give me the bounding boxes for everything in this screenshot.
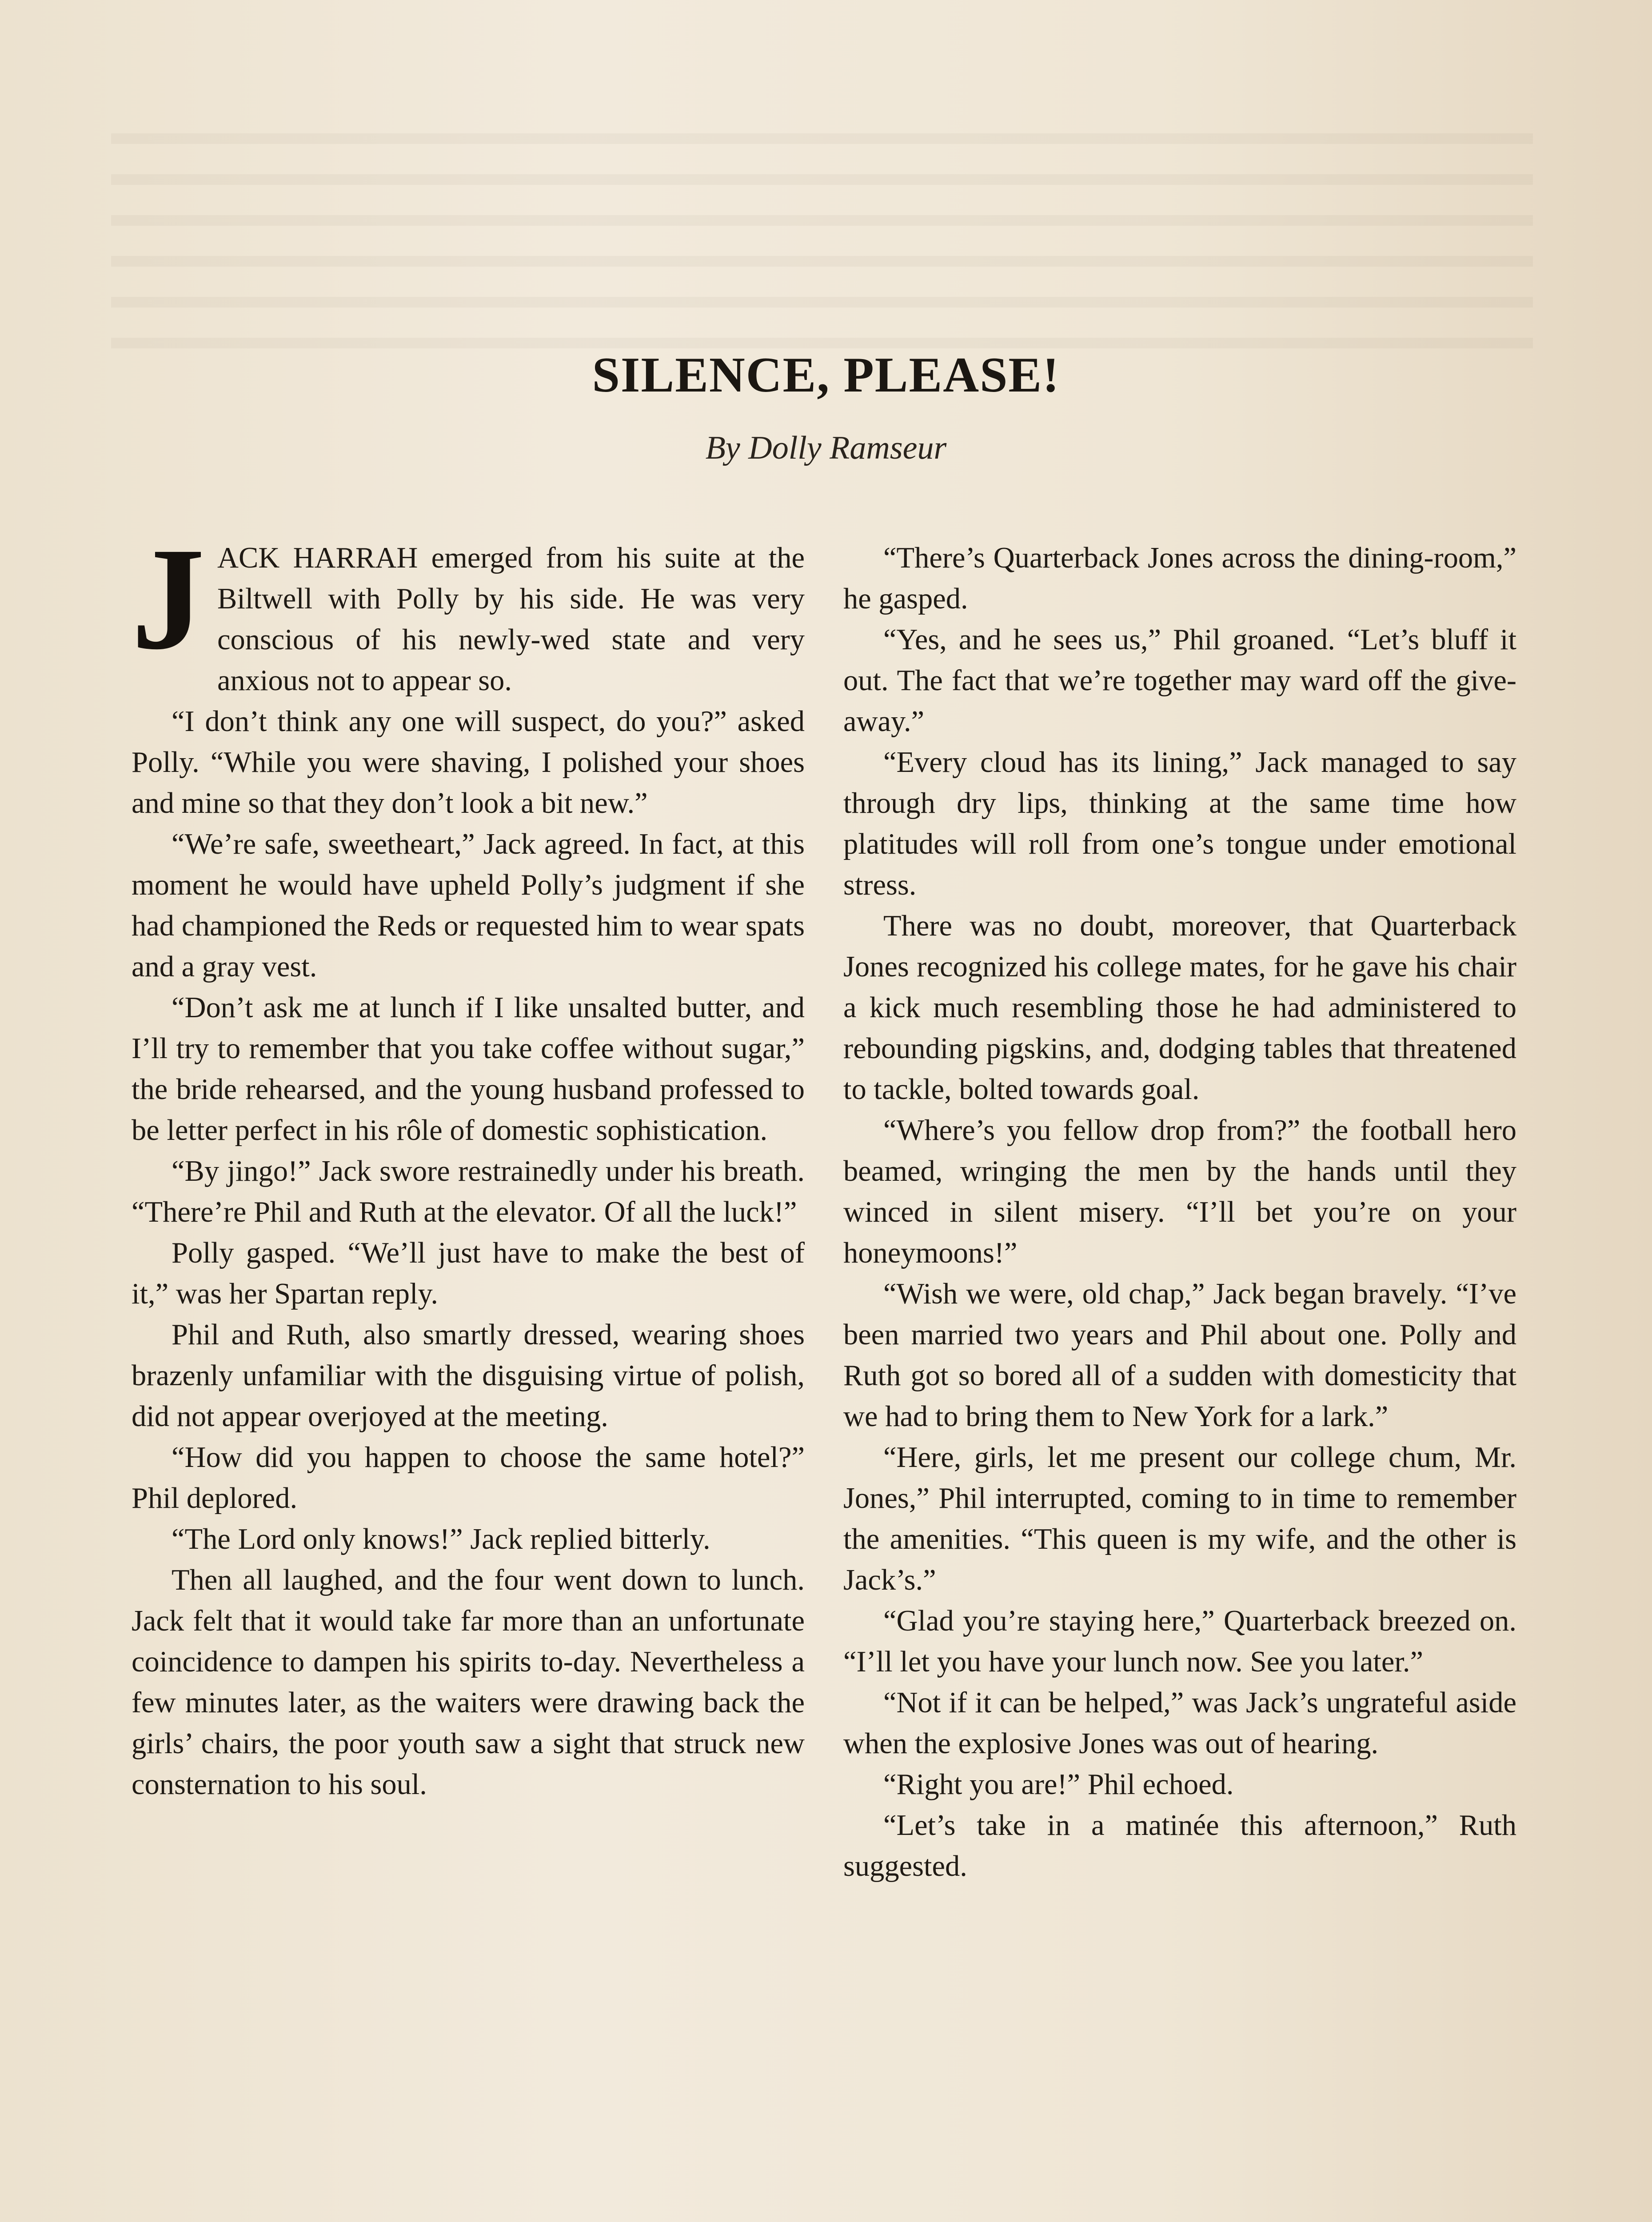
paragraph: “Don’t ask me at lunch if I like unsalted butter, and I’ll try to remember that you take coffee without sugar,” the bride rehearsed, and the young husband professed to be letter perfect in his rôle of domestic sophistication. <box>132 991 805 1147</box>
paragraph: Polly gasped. “We’ll just have to make the best of it,” was her Spartan reply. <box>132 1237 805 1310</box>
paragraph: “Wish we were, old chap,” Jack began bravely. “I’ve been married two years and Phil about one. Polly and Ruth got so bored all of a sudden with domesticity that we had to bring them to New York for a lark.” <box>843 1278 1516 1433</box>
paragraph: Phil and Ruth, also smartly dressed, wearing shoes brazenly unfamiliar with the disguising virtue of polish, did not appear overjoyed at the meeting. <box>132 1319 805 1433</box>
paragraph: “Where’s you fellow drop from?” the football hero beamed, wringing the men by the hands until they winced in silent misery. “I’ll bet you’re on your honeymoons!” <box>843 1114 1516 1269</box>
left-column <box>132 518 805 1805</box>
paragraph: “There’s Quarterback Jones across the dining-room,” he gasped. <box>843 542 1516 615</box>
paragraph: “The Lord only knows!” Jack replied bitterly. <box>172 1523 710 1555</box>
paragraph: “Yes, and he sees us,” Phil groaned. “Let’s bluff it out. The fact that we’re together may ward off the give-away.” <box>843 623 1516 738</box>
paragraph: “By jingo!” Jack swore restrainedly under his breath. “There’re Phil and Ruth at the elevator. Of all the luck!” <box>132 1155 805 1228</box>
paragraph: “Not if it can be helped,” was Jack’s ungrateful aside when the explosive Jones was out of hearing. <box>843 1686 1516 1760</box>
paragraph: Then all laughed, and the four went down to lunch. Jack felt that it would take far more than an unfortunate coincidence to dampen his spirits to-day. Nevertheless a few minutes later, as the waiters were drawing back the girls’ chairs, the poor youth saw a sight that struck new consternation to his soul. <box>132 1564 805 1801</box>
paragraph: “We’re safe, sweetheart,” Jack agreed. In fact, at this moment he would have upheld Polly’s judgment if she had championed the Reds or requested him to wear spats and a gray vest. <box>132 828 805 983</box>
article-title: SILENCE, PLEASE! <box>592 348 1060 403</box>
paragraph: “Here, girls, let me present our college chum, Mr. Jones,” Phil interrupted, coming to in time to remember the amenities. “This queen is my wife, and the other is Jack’s.” <box>843 1441 1516 1596</box>
paragraph: “I don’t think any one will suspect, do you?” asked Polly. “While you were shaving, I polished your shoes and mine so that they don’t look a bit new.” <box>132 705 805 819</box>
paragraph: “Every cloud has its lining,” Jack managed to say through dry lips, thinking at the same time how platitudes will roll from one’s tongue under emotional stress. <box>843 746 1516 901</box>
paragraph: “Glad you’re staying here,” Quarterback breezed on. “I’ll let you have your lunch now. See you later.” <box>843 1605 1516 1678</box>
paragraph: “Let’s take in a matinée this afternoon,” Ruth suggested. <box>843 1809 1516 1882</box>
paragraph: JACK HARRAH emerged from his suite at the Biltwell with Polly by his side. He was very conscious of his newly-wed state and very anxious not to appear so. <box>132 518 805 697</box>
paragraph: There was no doubt, moreover, that Quarterback Jones recognized his college mates, for he gave his chair a kick much resembling those he had administered to rebounding pigskins, and, dodging tables that threatened to tackle, bolted towards goal. <box>843 910 1516 1106</box>
paragraph: “How did you happen to choose the same hotel?” Phil deplored. <box>132 1441 805 1515</box>
article-byline: By Dolly Ramseur <box>705 430 947 466</box>
drop-cap: J <box>132 518 205 680</box>
right-column <box>843 538 1516 1887</box>
paragraph: “Right you are!” Phil echoed. <box>883 1768 1234 1801</box>
show-through-text <box>111 133 1533 364</box>
